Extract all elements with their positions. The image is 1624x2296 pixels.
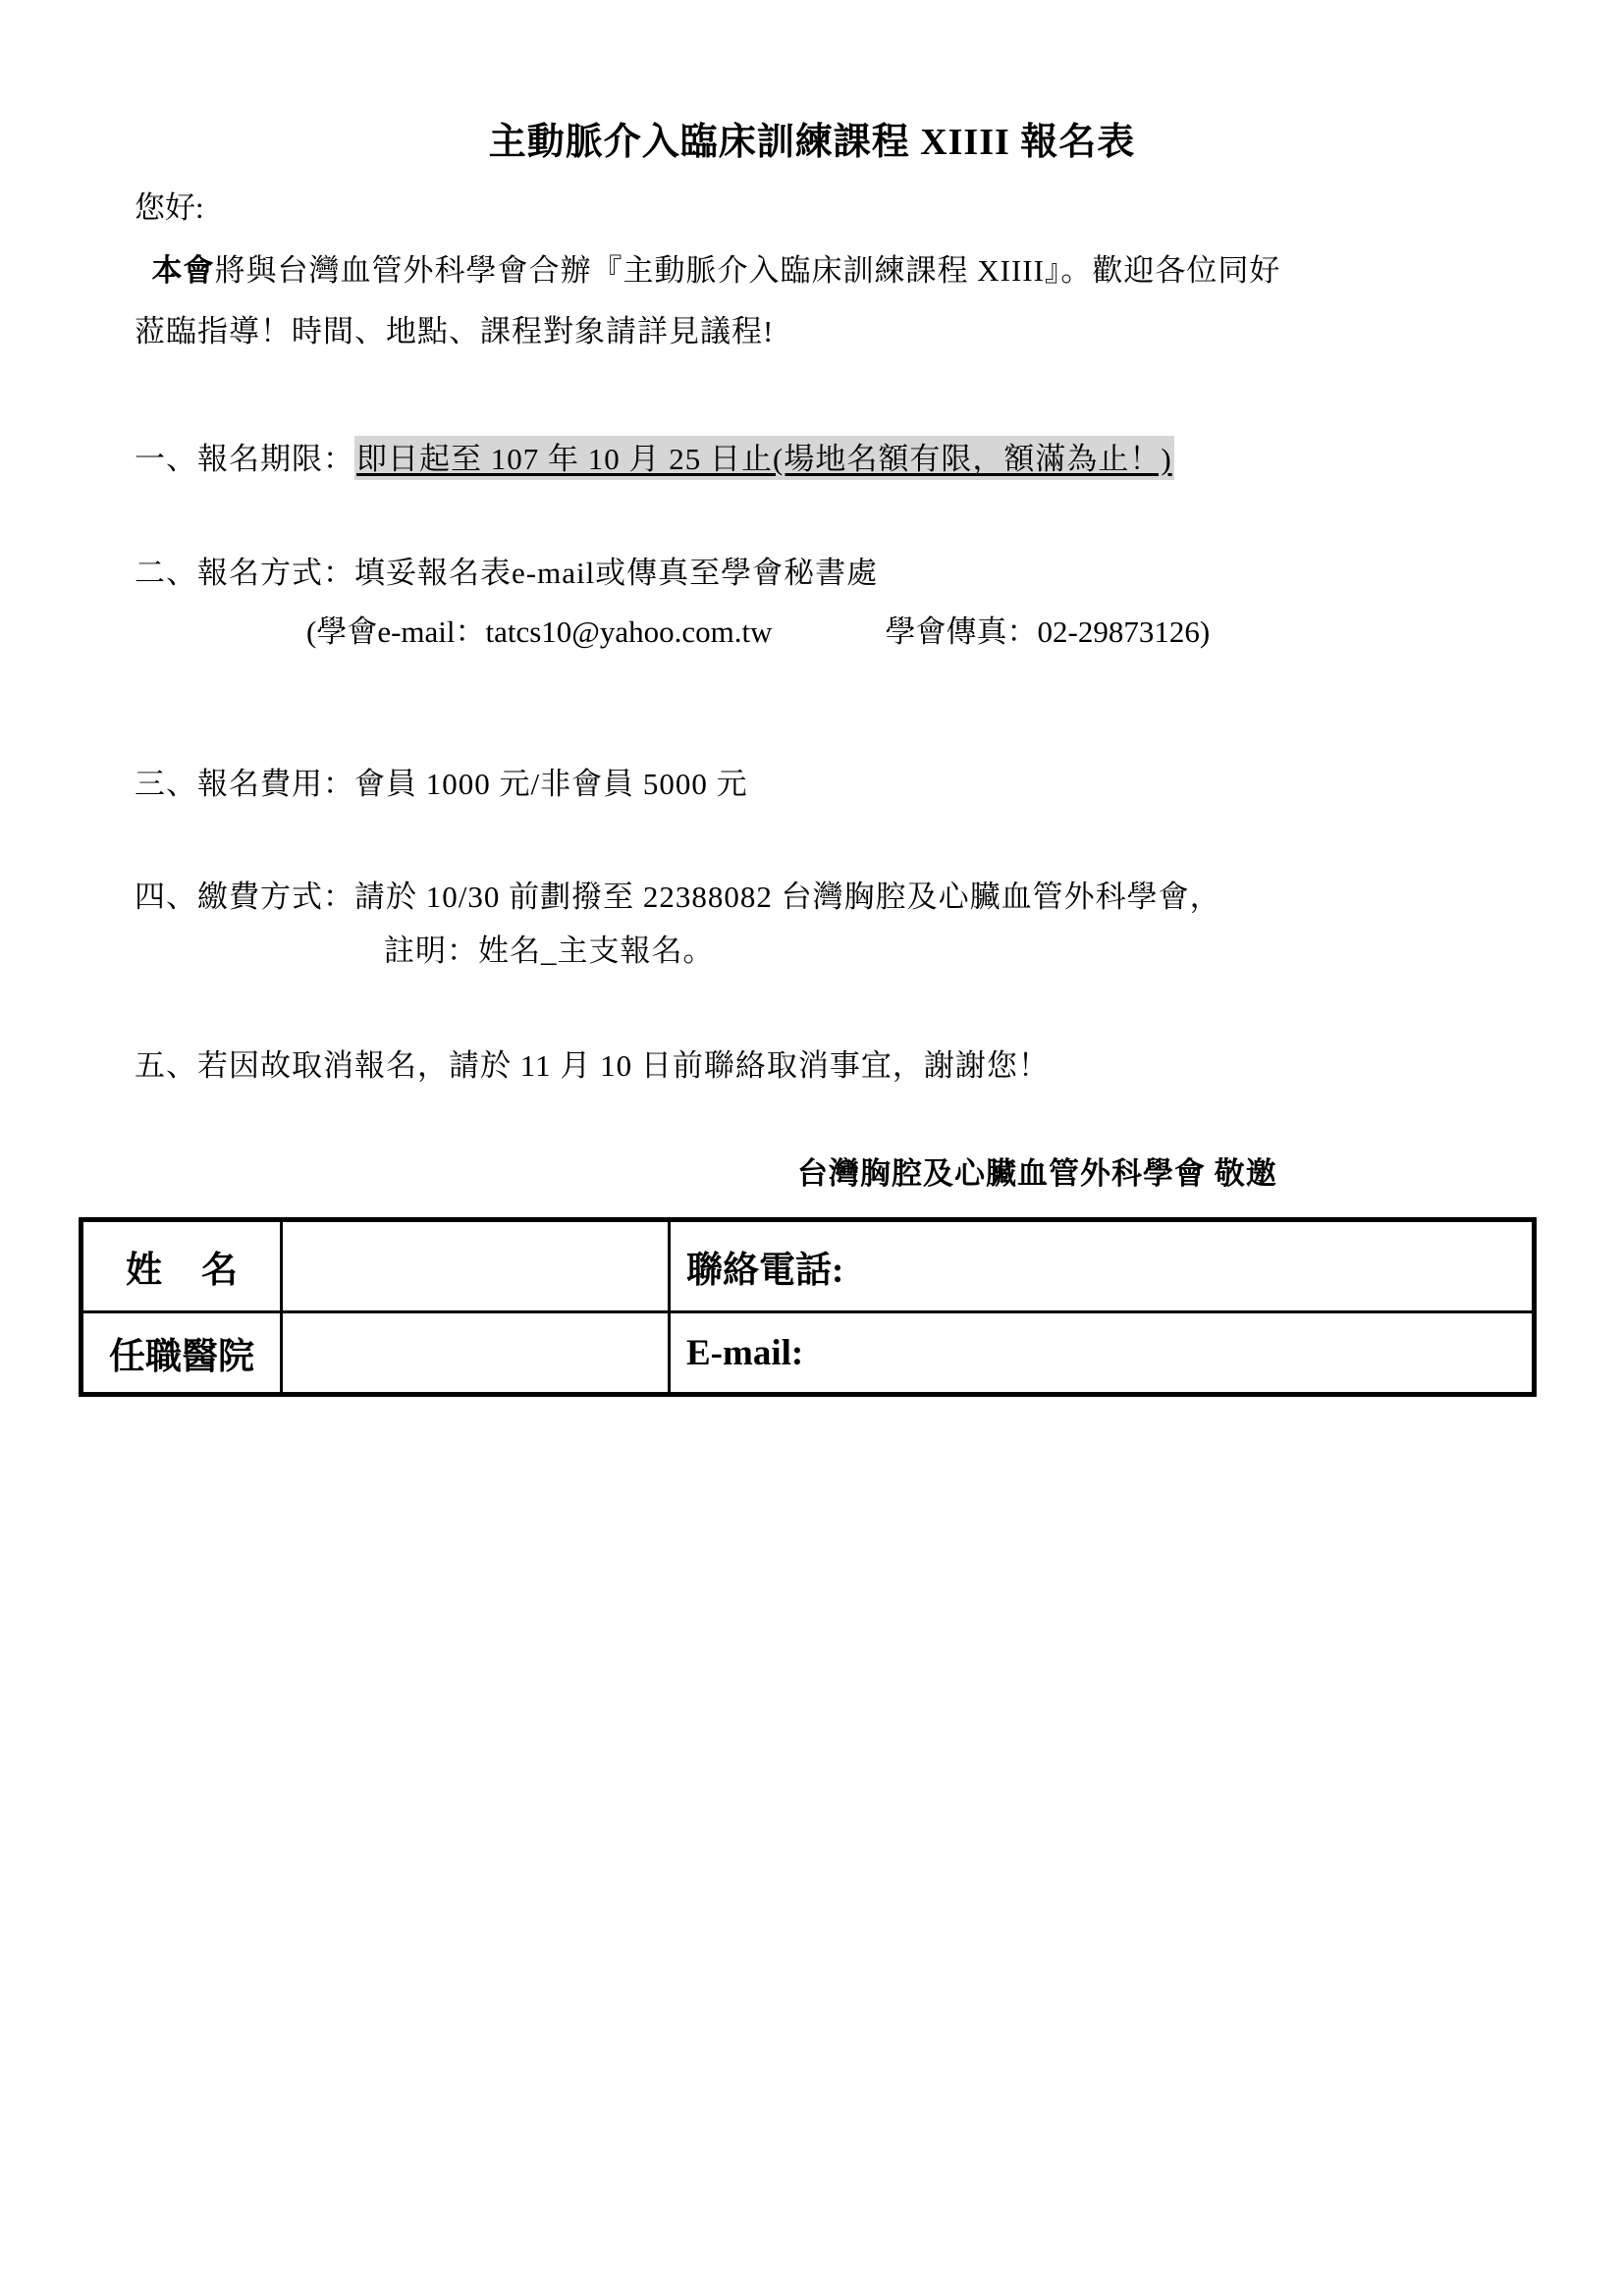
cancel-item: 五、若因故取消報名，請於 11 月 10 日前聯絡取消事宜，謝謝您！ [135, 1048, 1050, 1083]
payment-label: 四、繳費方式： [135, 880, 354, 914]
name-label: 姓名 [126, 1251, 277, 1291]
payment-note: 註明：姓名_主支報名。 [384, 934, 715, 968]
deadline-value: 即日起至 107 年 10 月 25 日止(場地名額有限，額滿為止！) [354, 436, 1174, 480]
hospital-field[interactable] [282, 1312, 670, 1395]
hospital-label-cell [81, 1312, 282, 1395]
intro-line-2: 蒞臨指導！時間、地點、課程對象請詳見議程! [135, 314, 775, 348]
name-field[interactable] [282, 1220, 670, 1312]
email-label: E-mail: [686, 1332, 804, 1373]
payment-item [135, 872, 1221, 916]
phone-field[interactable] [670, 1220, 1535, 1312]
method-contact [306, 607, 1210, 651]
fee-item [135, 759, 748, 803]
society-email: (學會e-mail：tatcs10@yahoo.com.tw [306, 614, 773, 649]
page-title: 主動脈介入臨床訓練課程 XIIII 報名表 [488, 122, 1136, 163]
method-label: 二、報名方式： [135, 556, 354, 590]
deadline-item [135, 434, 1174, 478]
intro-line-1 [135, 245, 1280, 290]
intro-org: 本會 [151, 253, 215, 288]
payment-value: 請於 10/30 前劃撥至 22388082 台灣胸腔及心臟血管外科學會， [354, 880, 1221, 914]
greeting: 您好: [135, 190, 204, 225]
method-item [135, 548, 878, 592]
form-row-1 [81, 1220, 1535, 1312]
fee-label: 三、報名費用： [135, 767, 354, 801]
form-row-2 [81, 1312, 1535, 1395]
registration-form-table [79, 1217, 1537, 1397]
signature: 台灣胸腔及心臟血管外科學會 敬邀 [797, 1156, 1277, 1191]
name-label-cell [81, 1220, 282, 1312]
intro-line-1-text: 將與台灣血管外科學會合辦『主動脈介入臨床訓練課程 XIIII』。歡迎各位同好 [214, 253, 1281, 288]
deadline-label: 一、報名期限： [135, 442, 354, 476]
hospital-label: 任職醫院 [109, 1337, 254, 1377]
method-value: 填妥報名表e-mail或傳真至學會秘書處 [354, 556, 879, 590]
phone-label: 聯絡電話: [686, 1251, 844, 1291]
society-fax: 學會傳真：02-29873126) [885, 614, 1211, 649]
fee-value: 會員 1000 元/非會員 5000 元 [354, 767, 748, 801]
email-field[interactable] [670, 1312, 1535, 1395]
